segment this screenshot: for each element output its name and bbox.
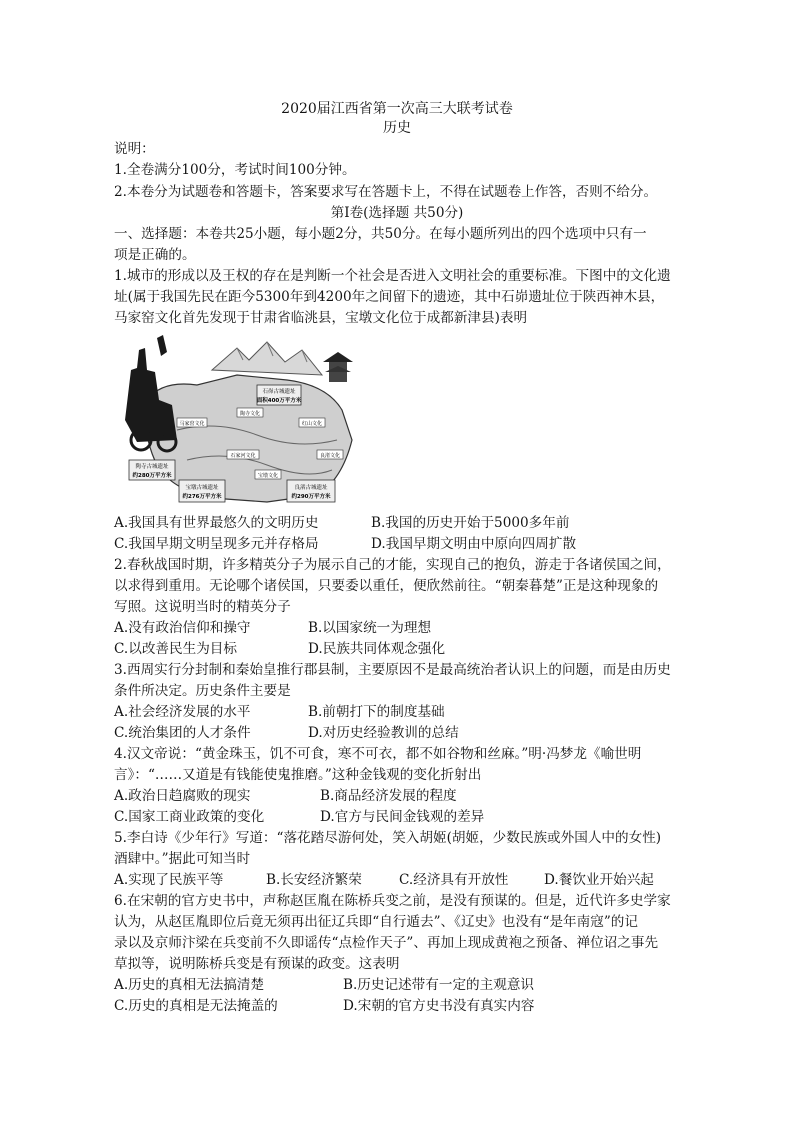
svg-text:约276万平方米: 约276万平方米 <box>182 494 222 500</box>
instruction-line-2: 项是正确的。 <box>114 247 196 263</box>
q6-option-c: C.历史的真相是无法掩盖的 <box>114 998 278 1014</box>
q2-option-a: A.没有政治信仰和操守 <box>114 620 251 636</box>
site-label-right <box>287 480 335 502</box>
q3-option-b: B.前朝打下的制度基础 <box>308 704 445 720</box>
q6-option-d: D.宋朝的官方史书没有真实内容 <box>343 998 535 1014</box>
q2-stem-line-3: 写照。这说明当时的精英分子 <box>114 599 291 615</box>
q3-option-a: A.社会经济发展的水平 <box>114 704 251 720</box>
q4-option-a: A.政治日趋腐败的现实 <box>114 788 251 804</box>
q4-option-c: C.国家工商业政策的变化 <box>114 809 265 825</box>
q5-option-a: A.实现了民族平等 <box>114 872 224 888</box>
svg-text:约290万平方米: 约290万平方米 <box>291 494 331 500</box>
q6-stem-line-3: 录以及京师汴梁在兵变前不久即谣传“点检作天子”、再加上现成黄袍之预备、禅位诏之事先 <box>114 935 659 951</box>
svg-text:马家窑文化: 马家窑文化 <box>179 421 205 427</box>
q6-option-a: A.历史的真相无法搞清楚 <box>114 977 265 993</box>
q3-option-c: C.统治集团的人才条件 <box>114 725 251 741</box>
q1-option-a: A.我国具有世界最悠久的文明历史 <box>114 515 319 531</box>
q2-option-c: C.以改善民生为目标 <box>114 641 237 657</box>
site-label-bottom <box>179 480 225 502</box>
q5-stem-line-1: 5.李白诗《少年行》写道：“落花踏尽游何处，笑入胡姬(胡姬，少数民族或外国人中的女性) <box>114 830 662 846</box>
svg-text:石峁古城遗址: 石峁古城遗址 <box>262 389 296 395</box>
q1-stem-line-3: 马家窑文化首先发现于甘肃省临洮县，宝墩文化位于成都新津县)表明 <box>114 310 528 326</box>
q2-option-b: B.以国家统一为理想 <box>308 620 432 636</box>
culture-sites-map-figure <box>117 330 367 510</box>
q1-stem-line-2: 址(属于我国先民在距今5300年到4200年之间留下的遗迹，其中石峁遗址位于陕西神木县， <box>114 289 665 305</box>
svg-text:红山文化: 红山文化 <box>301 421 323 427</box>
q1-option-c: C.我国早期文明呈现多元并存格局 <box>114 536 319 552</box>
svg-text:宝墩古城遗址: 宝墩古城遗址 <box>185 485 219 491</box>
instruction-line-1: 一、选择题：本卷共25小题，每小题2分，共50分。在每小题所列出的四个选项中只有一 <box>114 226 647 242</box>
notes-heading: 说明： <box>114 141 155 157</box>
q6-stem-line-2: 认为，从赵匡胤即位后竟无须再出征辽兵即“自行遁去”、《辽史》也没有“是年南寇”的记 <box>114 914 638 930</box>
svg-text:良渚古城遗址: 良渚古城遗址 <box>294 485 328 491</box>
q4-stem-line-1: 4.汉文帝说：“黄金珠玉，饥不可食，寒不可衣，都不如谷物和丝麻。”明·冯梦龙《喻世明 <box>114 746 642 762</box>
q1-option-d: D.我国早期文明由中原向四周扩散 <box>371 536 577 552</box>
q5-stem-line-2: 酒肆中。”据此可知当时 <box>114 851 251 867</box>
q5-option-d: D.餐饮业开始兴起 <box>544 872 654 888</box>
svg-text:陶寺文化: 陶寺文化 <box>239 411 261 417</box>
q5-option-c: C.经济具有开放性 <box>399 872 509 888</box>
q1-stem-line-1: 1.城市的形成以及王权的存在是判断一个社会是否进入文明社会的重要标准。下图中的文化遗 <box>114 268 671 284</box>
q2-stem-line-1: 2.春秋战国时期，许多精英分子为展示自己的才能，实现自己的抱负，游走于各诸侯国之间， <box>114 557 671 573</box>
note-2: 2.本卷分为试题卷和答题卡，答案要求写在答题卡上，不得在试题卷上作答，否则不给分。 <box>114 184 658 200</box>
svg-text:良渚文化: 良渚文化 <box>319 453 341 459</box>
site-label-left <box>129 460 175 480</box>
q4-option-b: B.商品经济发展的程度 <box>320 788 457 804</box>
exam-title: 2020届江西省第一次高三大联考试卷 <box>281 101 513 117</box>
note-1: 1.全卷满分100分，考试时间100分钟。 <box>114 162 356 178</box>
q6-stem-line-1: 6.在宋朝的官方史书中，声称赵匡胤在陈桥兵变之前，是没有预谋的。但是，近代许多史学家 <box>114 893 671 909</box>
site-label-top <box>257 385 302 405</box>
q5-option-b: B.长安经济繁荣 <box>266 872 362 888</box>
q2-option-d: D.民族共同体观念强化 <box>308 641 446 657</box>
q4-stem-line-2: 言》：“……又道是有钱能使鬼推磨。”这种金钱观的变化折射出 <box>114 767 482 783</box>
q6-stem-line-4: 草拟等，说明陈桥兵变是有预谋的政变。这表明 <box>114 956 400 972</box>
svg-text:约280万平方米: 约280万平方米 <box>132 473 172 479</box>
q3-stem-line-2: 条件所决定。历史条件主要是 <box>114 683 291 699</box>
q1-option-b: B.我国的历史开始于5000多年前 <box>371 515 570 531</box>
svg-text:宝墩文化: 宝墩文化 <box>257 473 279 479</box>
q6-option-b: B.历史记述带有一定的主观意识 <box>343 977 535 993</box>
svg-text:面积400万平方米: 面积400万平方米 <box>256 398 302 404</box>
q3-option-d: D.对历史经验教训的总结 <box>308 725 459 741</box>
q2-stem-line-2: 以求得到重用。无论哪个诸侯国，只要委以重任，便欣然前往。“朝秦暮楚”正是这种现象的 <box>114 578 659 594</box>
section-title: 第Ⅰ卷(选择题 共50分) <box>330 205 464 221</box>
q3-stem-line-1: 3.西周实行分封制和秦始皇推行郡县制，主要原因不是最高统治者认识上的问题，而是由历史 <box>114 662 671 678</box>
q4-option-d: D.官方与民间金钱观的差异 <box>320 809 485 825</box>
svg-text:石家河文化: 石家河文化 <box>230 453 256 459</box>
svg-text:陶寺古城遗址: 陶寺古城遗址 <box>135 464 169 470</box>
subject-title: 历史 <box>383 120 411 136</box>
